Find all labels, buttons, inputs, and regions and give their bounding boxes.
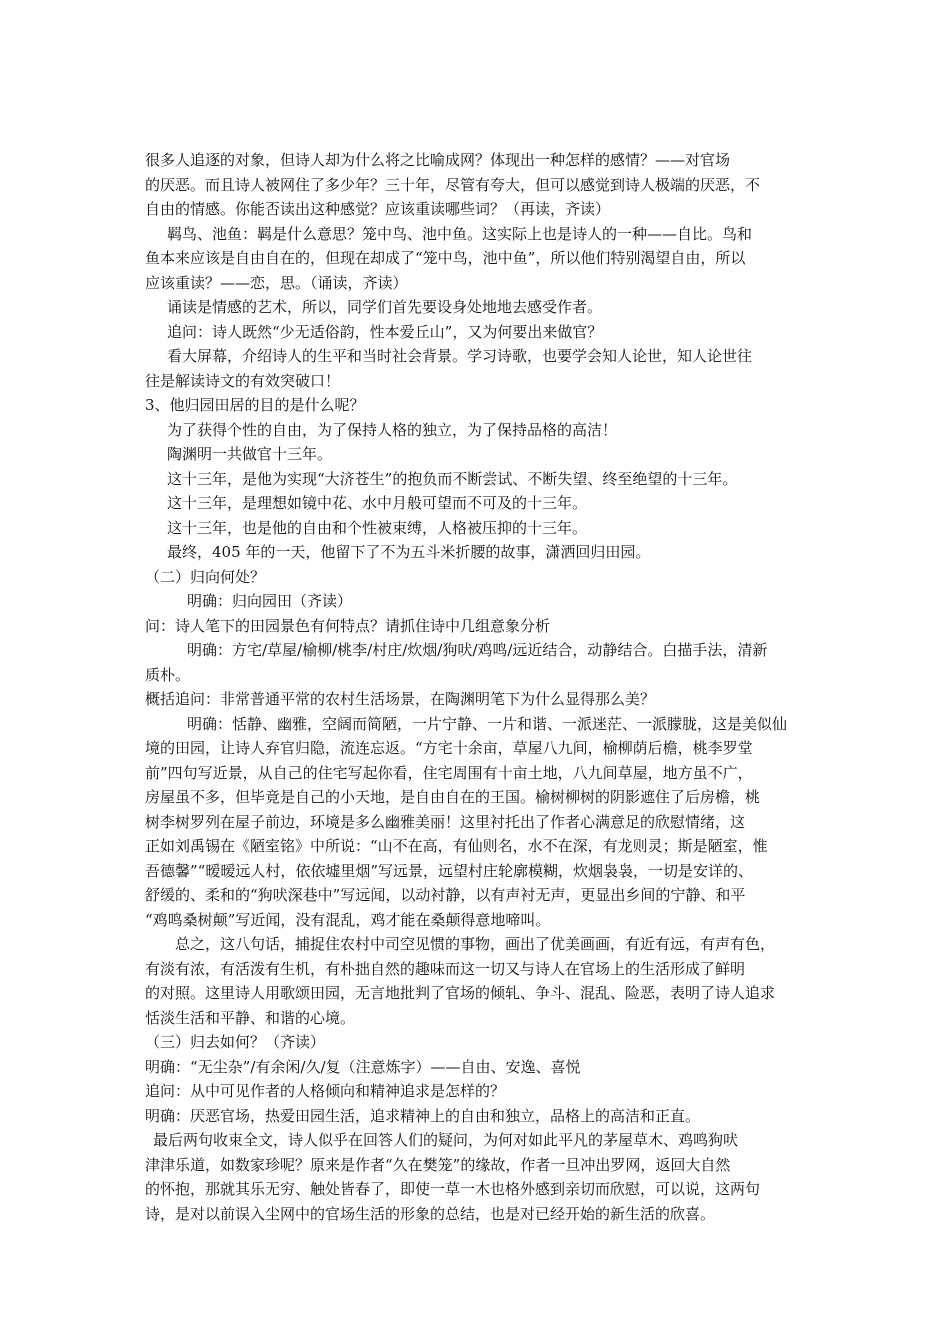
text-line: 的对照。这里诗人用歌颂田园，无言地批判了官场的倾轧、争斗、混乱、险恶，表明了诗人追求	[145, 984, 776, 1002]
text-line: “鸡鸣桑树颠”写近闻，没有混乱，鸡才能在桑颠得意地啼叫。	[145, 910, 551, 929]
text-line: 很多人追逐的对象，但诗人却为什么将之比喻成网？体现出一种怎样的感情？——对官场	[145, 151, 731, 169]
text-line: 质朴。	[145, 665, 191, 684]
text-line: 明确：方宅/草屋/榆柳/桃李/村庄/炊烟/狗吠/鸡鸣/远近结合，动静结合。白描手法，清新	[187, 641, 768, 659]
text-line: 羁鸟、池鱼：羁是什么意思？笼中鸟、池中鱼。这实际上也是诗人的一种——自比。鸟和	[167, 224, 753, 243]
text-line: 应该重读？——恋，思。（诵读，齐读）	[145, 273, 408, 292]
section-heading: 3、他归园田居的目的是什么呢？	[145, 396, 365, 414]
text-line: 明确：厌恶官场，热爱田园生活，追求精神上的自由和独立，品格上的高洁和正直。	[145, 1106, 701, 1125]
text-line: 问：诗人笔下的田园景色有何特点？请抓住诗中几组意象分析	[145, 616, 551, 635]
text-line: 鱼本来应该是自由自在的，但现在却成了“笼中鸟，池中鱼”，所以他们特别渴望自由，所以	[145, 249, 746, 267]
text-line: 为了获得个性的自由，为了保持人格的独立，为了保持品格的高洁！	[167, 420, 618, 439]
text-line: 最后两句收束全文，诗人似乎在回答人们的疑问，为何对如此平凡的茅屋草木、鸡鸣狗吠	[153, 1131, 739, 1149]
text-line: 房屋虽不多，但毕竟是自己的小天地，是自由自在的王国。榆树柳树的阴影遮住了后房檐，桃	[145, 788, 761, 806]
text-line: 概括追问：非常普通平常的农村生活场景，在陶渊明笔下为什么显得那么美？	[145, 690, 656, 708]
text-line: 陶渊明一共做官十三年。	[167, 445, 333, 463]
text-line: 的厌恶。而且诗人被网住了多少年？三十年，尽管有夸大，但可以感觉到诗人极端的厌恶，不	[145, 175, 761, 194]
text-line: 这十三年，是理想如镜中花、水中月般可望而不可及的十三年。	[167, 494, 588, 512]
text-line: 往是解读诗文的有效突破口！	[145, 371, 341, 390]
text-line: 看大屏幕，介绍诗人的生平和当时社会背景。学习诗歌，也要学会知人论世，知人论世往	[167, 347, 753, 365]
text-line: 津津乐道，如数家珍呢？原来是作者“久在樊笼”的缘故，作者一旦冲出罗网，返回大自然	[145, 1155, 731, 1174]
text-line: 诵读是情感的艺术，所以，同学们首先要设身处地地去感受作者。	[167, 298, 603, 316]
document-body	[145, 148, 815, 1226]
text-line: 树李树罗列在屋子前边，环境是多么幽雅美丽！这里衬托出了作者心满意足的欣慰情绪，这	[145, 812, 746, 831]
text-line: 的怀抱，那就其乐无穷、触处皆春了，即使一草一木也格外感到亲切而欣慰，可以说，这两句	[145, 1180, 761, 1198]
text-line: 舒缓的、柔和的“狗吠深巷中”写远闻，以动衬静，以有声衬无声，更显出乡间的宁静、和平	[145, 886, 746, 904]
text-line: 总之，这八句话，捕捉住农村中司空见惯的事物，画出了优美画画，有近有远，有声有色，	[175, 935, 776, 953]
text-line: 追问：从中可见作者的人格倾向和精神追求是怎样的？	[145, 1082, 506, 1100]
text-line: 这十三年，也是他的自由和个性被束缚，人格被压抑的十三年。	[167, 518, 588, 537]
text-line: 明确：归向园田（齐读）	[187, 592, 353, 610]
section-heading: （二）归向何处？	[145, 567, 266, 586]
text-line: 吾德馨”“暧暧远人村，依依墟里烟”写远景，远望村庄轮廓模糊，炊烟袅袅，一切是安详的、	[145, 861, 754, 880]
text-line: 追问：诗人既然“少无适俗韵，性本爱丘山”，又为何要出来做官？	[167, 322, 603, 341]
text-line: 明确：“无尘杂”/有余闲/久/复（注意炼字）——自由、安逸、喜悦	[145, 1057, 581, 1076]
text-line: 最终，405 年的一天，他留下了不为五斗米折腰的故事，潇洒回归田园。	[167, 543, 651, 561]
section-heading: （三）归去如何？（齐读）	[145, 1033, 326, 1051]
text-line: 这十三年，是他为实现“大济苍生”的抱负而不断尝试、不断失望、终至绝望的十三年。	[167, 469, 738, 488]
text-line: 有淡有浓，有活泼有生机，有朴拙自然的趣味而这一切又与诗人在官场上的生活形成了鲜明	[145, 959, 746, 978]
text-line: 前”四句写近景，从自己的住宅写起你看，住宅周围有十亩土地，八九间草屋，地方虽不广，	[145, 763, 753, 782]
text-line: 正如刘禹锡在《陋室铭》中所说：“山不在高，有仙则名，水不在深，有龙则灵；斯是陋室，惟	[145, 837, 768, 855]
text-line: 自由的情感。你能否读出这种感觉？应该重读哪些词？（再读，齐读）	[145, 200, 611, 218]
text-line: 恬淡生活和平静、和谐的心境。	[145, 1008, 356, 1027]
text-line: 明确：恬静、幽雅，空阔而简陋，一片宁静、一片和谐、一派迷茫、一派朦胧，这是美似仙	[187, 714, 788, 733]
text-line: 境的田园，让诗人弃官归隐，流连忘返。“方宅十余亩，草屋八九间，榆柳荫后檐，桃李罗堂	[145, 739, 753, 757]
text-line: 诗，是对以前误入尘网中的官场生活的形象的总结，也是对已经开始的新生活的欣喜。	[145, 1204, 716, 1223]
